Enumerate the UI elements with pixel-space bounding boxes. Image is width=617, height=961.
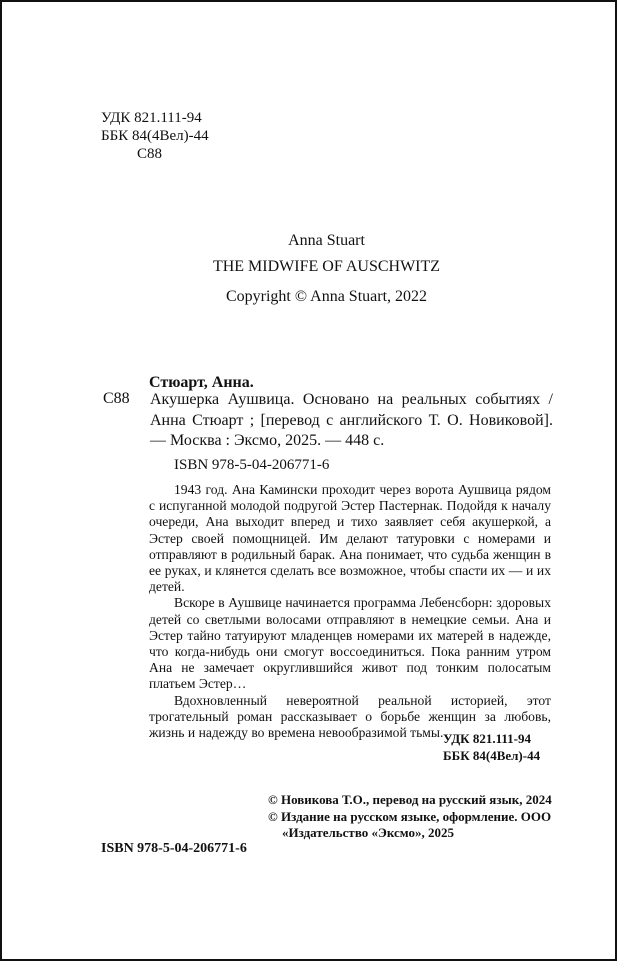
annotation-paragraph: Вдохновленный невероятной реальной историей, этот трогательный роман рассказывает о борьбе женщин за любовь, жизнь и надежду во времена невообразимой тьмы. bbox=[149, 692, 551, 741]
annotation-paragraph: 1943 год. Ана Камински проходит через ворота Аушвица рядом с испуганной молодой подругой Эстер Пастернак. Подойдя к началу очереди, Ана выходит вперед и тихо заявляет себя акушеркой, а Эстер своей помощницей. Им делают татуровки с номерами и отправляют в родильный барак. Ана понимает, что судьба женщин в ее руках, и клянется сделать все возможное, чтобы спасти их — и их детей. bbox=[149, 482, 551, 595]
translation-credit: © Новикова Т.О., перевод на русский язык, 2024 bbox=[268, 792, 552, 807]
catalog-author-heading: Стюарт, Анна. bbox=[149, 374, 254, 391]
catalog-cutter-code: С88 bbox=[103, 390, 130, 407]
catalog-isbn: ISBN 978-5-04-206771-6 bbox=[174, 457, 330, 473]
copyright-credits bbox=[268, 792, 560, 842]
isbn-bottom: ISBN 978-5-04-206771-6 bbox=[101, 841, 247, 856]
classification-codes bbox=[101, 109, 209, 163]
annotation bbox=[149, 482, 551, 741]
udk-code: УДК 821.111-94 bbox=[101, 110, 202, 126]
original-title: THE MIDWIFE OF AUSCHWITZ bbox=[212, 258, 441, 275]
bbk-code: ББК 84(4Вел)-44 bbox=[443, 748, 541, 763]
cutter-code: С88 bbox=[137, 146, 163, 162]
publisher-credit: © Издание на русском языке, оформление. ООО «Издательство «Эксмо», 2025 bbox=[268, 808, 552, 840]
original-author: Anna Stuart bbox=[288, 232, 365, 249]
annotation-paragraph: Вскоре в Аушвице начинается программа Лебенсборн: здоровых детей со светлыми волосами отправляют в немецкие семьи. Ана и Эстер тайно татуируют младенцев номерами их матерей в надежде, что когда-нибудь они смогут воссоединиться. Пока ранним утром Ана не замечает округлившийся живот под тонким полосатым платьем Эстер… bbox=[149, 595, 551, 692]
bbk-code: ББК 84(4Вел)-44 bbox=[101, 128, 209, 144]
udk-code: УДК 821.111-94 bbox=[443, 731, 531, 746]
classification-codes-right bbox=[443, 730, 540, 764]
catalog-description: Акушерка Аушвица. Основано на реальных событиях / Анна Стюарт ; [перевод с английского Т. О. Новиковой]. — Москва : Эксмо, 2025. — 448 с. bbox=[150, 391, 553, 449]
original-copyright: Copyright © Anna Stuart, 2022 bbox=[225, 288, 428, 305]
